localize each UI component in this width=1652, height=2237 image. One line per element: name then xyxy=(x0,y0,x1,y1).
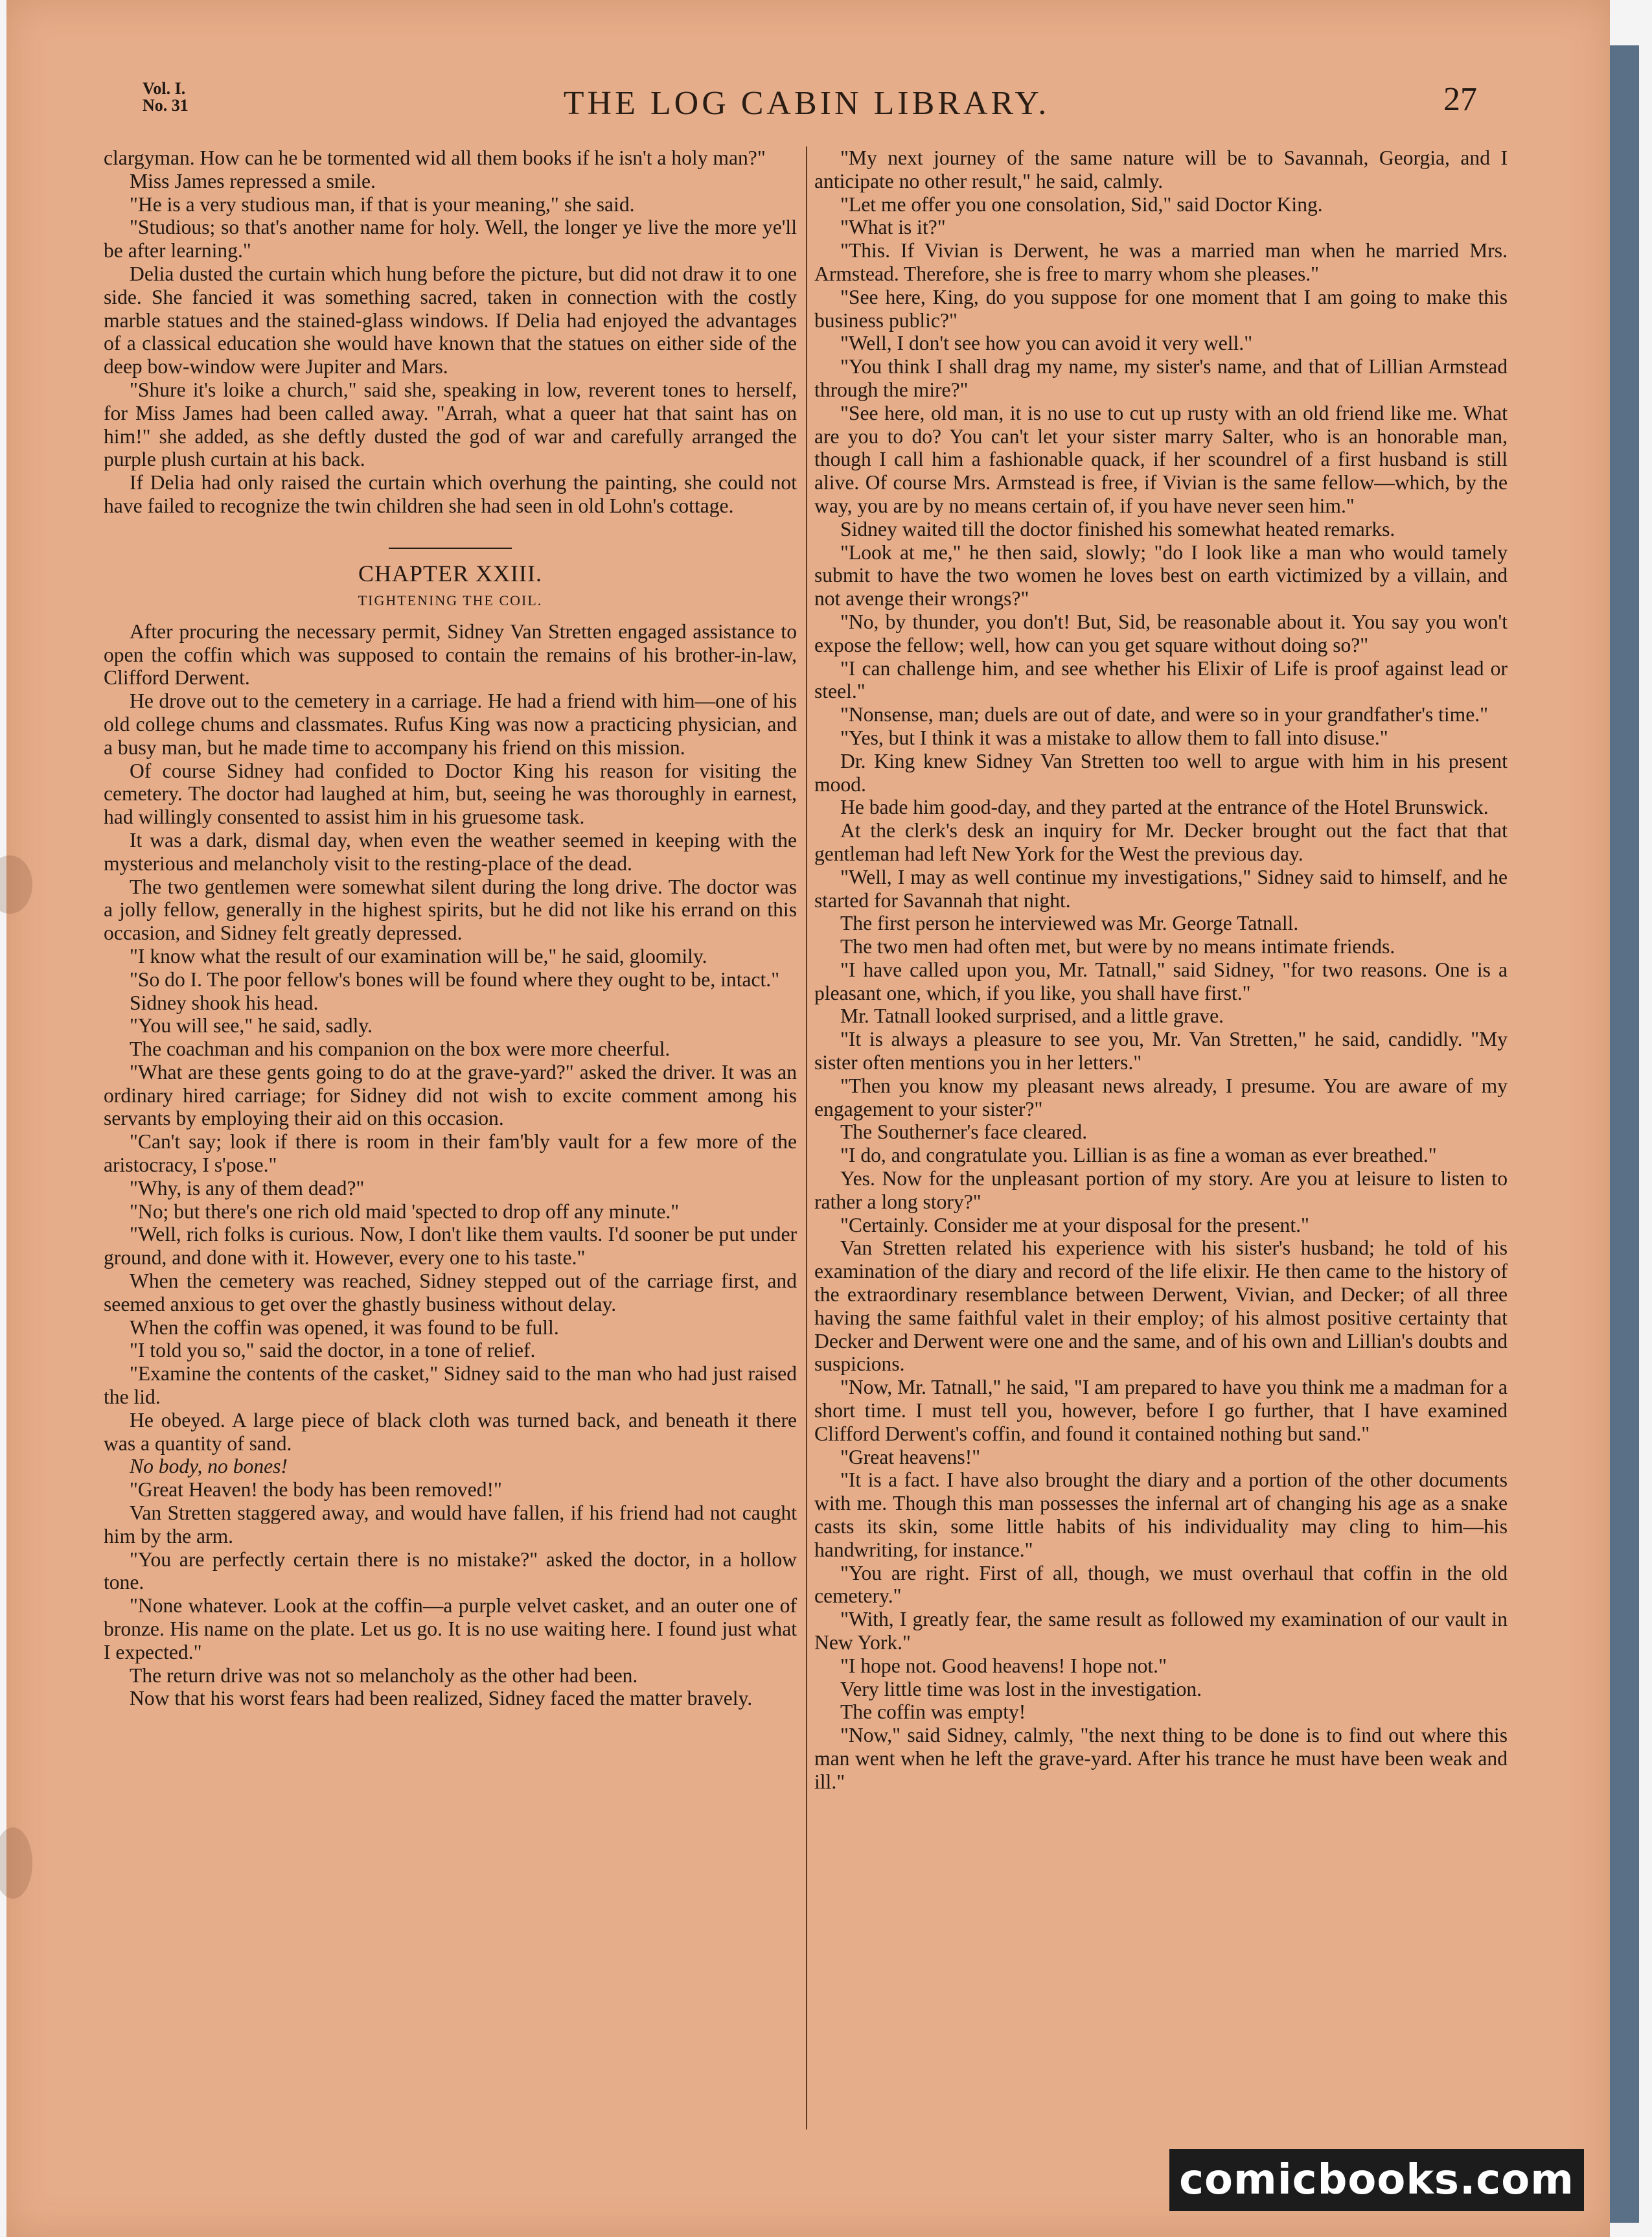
paragraph: No body, no bones! xyxy=(130,1455,288,1478)
paragraph: "No; but there's one rich old maid 'spected to drop off any minute." xyxy=(130,1200,680,1223)
paragraph: When the coffin was opened, it was found to be full. xyxy=(130,1316,559,1339)
paragraph: "My next journey of the same nature will be to Savannah, Georgia, and I anticipate no other result," he said, calmly. xyxy=(814,146,1508,192)
paragraph: "You are right. First of all, though, we must overhaul that coffin in the old cemetery." xyxy=(814,1561,1508,1608)
paragraph: "Yes, but I think it was a mistake to allow them to fall into disuse." xyxy=(840,726,1388,749)
paragraph: "I told you so," said the doctor, in a tone of relief. xyxy=(130,1339,536,1362)
publication-title: THE LOG CABIN LIBRARY. xyxy=(563,85,1050,122)
paragraph: "Great Heaven! the body has been removed!" xyxy=(130,1478,502,1501)
paragraph: If Delia had only raised the curtain which overhung the painting, she could not have failed to recognize the twin children she had seen in old Lohn's cottage. xyxy=(104,471,797,517)
paragraph: "I hope not. Good heavens! I hope not." xyxy=(840,1654,1167,1677)
paragraph: "He is a very studious man, if that is your meaning," she said. xyxy=(130,192,635,216)
paragraph: "Can't say; look if there is room in their fam'bly vault for a few more of the aristocracy, I s'pose." xyxy=(104,1130,797,1177)
left-column-text-after-chapter xyxy=(104,620,797,1710)
paragraph: The two men had often met, but were by no means intimate friends. xyxy=(840,935,1395,958)
paragraph: "You think I shall drag my name, my sister's name, and that of Lillian Armstead through the mire?" xyxy=(814,355,1508,401)
paragraph: After procuring the necessary permit, Sidney Van Stretten engaged assistance to open the coffin which was supposed to contain the remains of his brother-in-law, Clifford Derwent. xyxy=(104,620,797,690)
paragraph: "Now," said Sidney, calmly, "the next thing to be done is to find out where this man went when he left the grave-yard. After his trance he must have been weak and ill." xyxy=(814,1724,1508,1793)
paragraph: "No, by thunder, you don't! But, Sid, be reasonable about it. You say you won't expose the fellow; well, how can you get square without doing so?" xyxy=(814,610,1508,656)
paragraph: Van Stretten related his experience with his sister's husband; he told of his examination of the diary and record of the life elixir. He then came to the history of the extraordinary resemblance between Derwent, Vivian, and Decker; of all three having the same faithful valet in their employ; of his almost positive certainty that Decker and Derwent were one and the same, and of his own and Lillian's doubts and suspicions. xyxy=(814,1236,1508,1376)
chapter-rule xyxy=(389,548,512,549)
paragraph: "You will see," he said, sadly. xyxy=(130,1014,373,1037)
paragraph: "It is always a pleasure to see you, Mr. Van Stretten," he said, candidly. "My sister often mentions you in her letters." xyxy=(814,1028,1508,1074)
paragraph: When the cemetery was reached, Sidney stepped out of the carriage first, and seemed anxious to get over the ghastly business without delay. xyxy=(104,1269,797,1316)
paragraph: "I do, and congratulate you. Lillian is as fine a woman as ever breathed." xyxy=(840,1144,1437,1167)
chapter-subtitle: TIGHTENING THE COIL. xyxy=(358,592,543,609)
paragraph: At the clerk's desk an inquiry for Mr. Decker brought out the fact that that gentleman had left New York for the West the previous day. xyxy=(814,819,1508,865)
paragraph: "What is it?" xyxy=(840,216,946,239)
paragraph: "Look at me," he then said, slowly; "do I look like a man who would tamely submit to have the two women he loves best on earth victimized by a villain, and not avenge their wrongs?" xyxy=(814,540,1508,610)
paragraph: Dr. King knew Sidney Van Stretten too well to argue with him in his present mood. xyxy=(814,749,1508,796)
paragraph: "Certainly. Consider me at your disposal for the present." xyxy=(840,1213,1309,1236)
paragraph: "Let me offer you one consolation, Sid," said Doctor King. xyxy=(840,192,1323,216)
paragraph: He bade him good-day, and they parted at the entrance of the Hotel Brunswick. xyxy=(840,796,1489,819)
paper-stain xyxy=(0,1827,32,1899)
volume-label: Vol. I. xyxy=(143,79,186,98)
paragraph: "I have called upon you, Mr. Tatnall," said Sidney, "for two reasons. One is a pleasant one, which, if you like, you shall have first." xyxy=(814,958,1508,1004)
left-column-text-before-chapter xyxy=(104,146,797,518)
paragraph: Very little time was lost in the investigation. xyxy=(840,1677,1202,1700)
paragraph: "Studious; so that's another name for holy. Well, the longer ye live the more ye'll be after learning." xyxy=(104,216,797,262)
paragraph: "Why, is any of them dead?" xyxy=(130,1176,365,1200)
paragraph: "With, I greatly fear, the same result as followed my examination of our vault in New York." xyxy=(814,1608,1508,1654)
paragraph: "This. If Vivian is Derwent, he was a married man when he married Mrs. Armstead. Therefore, she is free to marry whom she pleases." xyxy=(814,239,1508,285)
paragraph: "See here, King, do you suppose for one moment that I am going to make this business public?" xyxy=(814,285,1508,332)
paragraph: The coffin was empty! xyxy=(840,1700,1026,1724)
paragraph: The return drive was not so melancholy as the other had been. xyxy=(130,1663,638,1687)
paragraph: "Great heavens!" xyxy=(840,1445,981,1468)
paragraph: "I can challenge him, and see whether his Elixir of Life is proof against lead or steel." xyxy=(814,656,1508,703)
paragraph: "You are perfectly certain there is no mistake?" asked the doctor, in a hollow tone. xyxy=(104,1547,797,1594)
chapter-title: CHAPTER XXIII. xyxy=(358,560,542,586)
paragraph: "So do I. The poor fellow's bones will be found where they ought to be, intact." xyxy=(130,968,780,991)
paragraph: The coachman and his companion on the box were more cheerful. xyxy=(130,1037,671,1061)
paragraph: He obeyed. A large piece of black cloth was turned back, and beneath it there was a quantity of sand. xyxy=(104,1408,797,1455)
paragraph: Sidney waited till the doctor finished his somewhat heated remarks. xyxy=(840,517,1395,540)
paragraph: Miss James repressed a smile. xyxy=(130,169,376,192)
paragraph: "Shure it's loike a church," said she, speaking in low, reverent tones to herself, for Miss James had been called away. "Arrah, what a queer hat that saint has on him!" she added, as she deftly dusted the god of war and carefully arranged the purple plush curtain at his back. xyxy=(104,378,797,471)
paragraph: Now that his worst fears had been realized, Sidney faced the matter bravely. xyxy=(130,1687,753,1710)
paragraph: "It is a fact. I have also brought the diary and a portion of the other documents with me. Though this man possesses the infernal art of changing his age as a snake casts its skin, some little habits of his individuality may cling to him—his handwriting, for instance." xyxy=(814,1468,1508,1561)
page-sheet xyxy=(6,0,1610,2237)
paragraph: Van Stretten staggered away, and would have fallen, if his friend had not caught him by the arm. xyxy=(104,1501,797,1547)
left-column xyxy=(104,146,797,1710)
page-header xyxy=(123,71,1490,130)
paragraph: "Now, Mr. Tatnall," he said, "I am prepared to have you think me a madman for a short time. I must tell you, however, before I go further, that I have examined Clifford Derwent's coffin, and found it contained nothing but sand." xyxy=(814,1376,1508,1445)
column-divider xyxy=(806,146,807,2129)
right-column xyxy=(814,146,1508,1794)
watermark-logo: comicbooks.com xyxy=(1169,2149,1584,2211)
paragraph: The two gentlemen were somewhat silent during the long drive. The doctor was a jolly fellow, generally in the highest spirits, but he did not like his errand on this occasion, and Sidney felt greatly depressed. xyxy=(104,875,797,945)
paragraph: "Well, rich folks is curious. Now, I don't like them vaults. I'd sooner be put under ground, and done with it. However, every one to his taste." xyxy=(104,1223,797,1269)
paragraph: Of course Sidney had confided to Doctor King his reason for visiting the cemetery. The doctor had laughed at him, but, seeing he was thoroughly in earnest, had willingly consented to assist him in his gruesome task. xyxy=(104,759,797,829)
paragraph: Sidney shook his head. xyxy=(130,991,319,1014)
paragraph: Mr. Tatnall looked surprised, and a little grave. xyxy=(840,1004,1224,1028)
right-column-text xyxy=(814,146,1508,1794)
issue-label: No. 31 xyxy=(143,96,189,115)
paper-stain xyxy=(0,855,32,914)
paragraph: He drove out to the cemetery in a carriage. He had a friend with him—one of his old college chums and classmates. Rufus King was now a practicing physician, and a busy man, but he made time to accompany his friend on this mission. xyxy=(104,690,797,759)
paragraph: Yes. Now for the unpleasant portion of my story. Are you at leisure to listen to rather a long story?" xyxy=(814,1167,1508,1213)
paragraph: "Nonsense, man; duels are out of date, and were so in your grandfather's time." xyxy=(840,703,1489,726)
paragraph: "I know what the result of our examination will be," he said, gloomily. xyxy=(130,944,707,968)
paragraph: clargyman. How can he be tormented wid all them books if he isn't a holy man?" xyxy=(104,146,766,169)
paragraph: "Well, I don't see how you can avoid it very well." xyxy=(840,332,1253,355)
paragraph: The first person he interviewed was Mr. George Tatnall. xyxy=(840,912,1299,935)
paragraph: It was a dark, dismal day, when even the weather seemed in keeping with the mysterious and melancholy visit to the resting-place of the dead. xyxy=(104,828,797,875)
paragraph: "None whatever. Look at the coffin—a purple velvet casket, and an outer one of bronze. His name on the plate. Let us go. It is no use waiting here. I found just what I expected." xyxy=(104,1594,797,1663)
paragraph: "Well, I may as well continue my investigations," Sidney said to himself, and he started for Savannah that night. xyxy=(814,865,1508,912)
paragraph: The Southerner's face cleared. xyxy=(840,1120,1088,1144)
page-number: 27 xyxy=(1443,81,1477,118)
paragraph: "Examine the contents of the casket," Sidney said to the man who had just raised the lid. xyxy=(104,1362,797,1409)
paragraph: "What are these gents going to do at the grave-yard?" asked the driver. It was an ordinary hired carriage; for Sidney did not wish to excite comment among his servants by employing their aid on this occasion. xyxy=(104,1060,797,1130)
paragraph: Delia dusted the curtain which hung before the picture, but did not draw it to one side. She fancied it was something sacred, taken in connection with the costly marble statues and the stained-glass windows. If Delia had enjoyed the advantages of a classical education she would have known that the statues on either side of the deep bow-window were Jupiter and Mars. xyxy=(104,262,797,378)
paragraph: "See here, old man, it is no use to cut up rusty with an old friend like me. What are you to do? You can't let your sister marry Salter, who is an honorable man, though I call him a fashionable quack, if her scoundrel of a first husband is still alive. Of course Mrs. Armstead is free, if Vivian is the same fellow—which, by the way, you are by no means certain of, if you have never seen him." xyxy=(814,401,1508,517)
paragraph: "Then you know my pleasant news already, I presume. You are aware of my engagement to your sister?" xyxy=(814,1074,1508,1120)
